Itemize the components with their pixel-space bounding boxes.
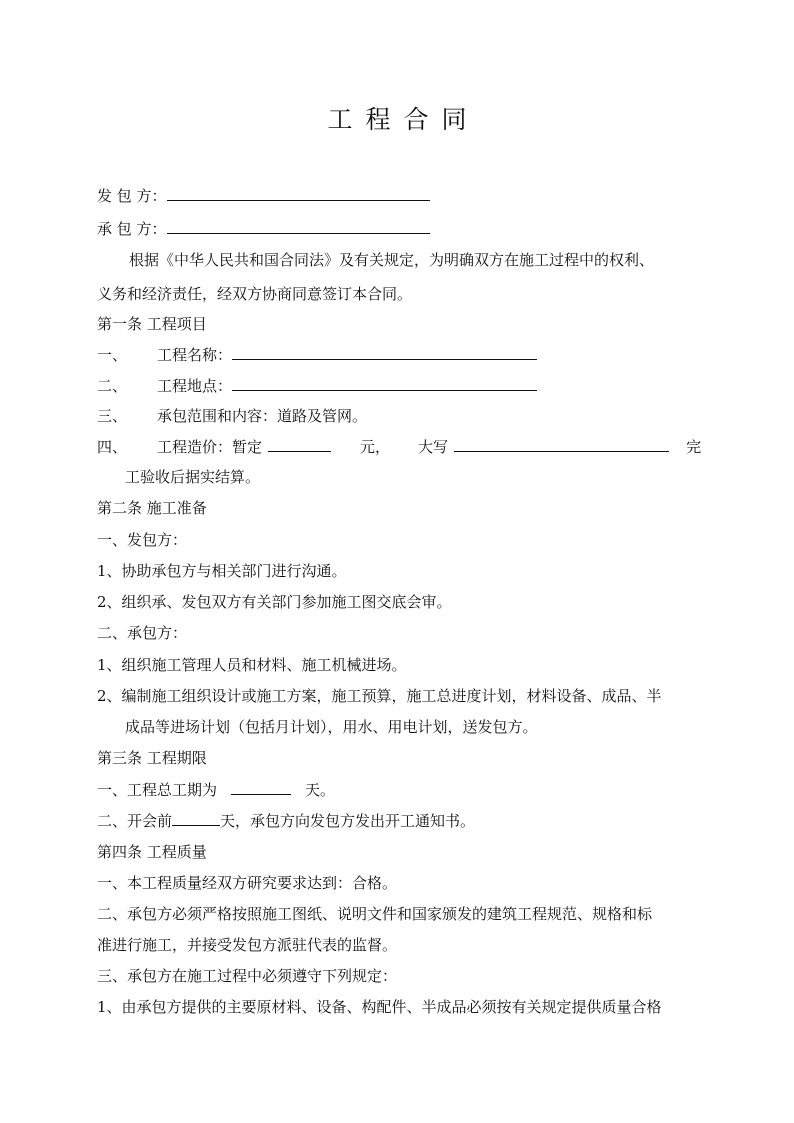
document-title: 工程合同 xyxy=(327,105,480,134)
article-2-party-a-item-2: 2、组织承、发包双方有关部门参加施工图交底会审。 xyxy=(97,593,452,611)
start-days-blank[interactable] xyxy=(172,810,220,826)
article-2-party-a-item-1: 1、协助承包方与相关部门进行沟通。 xyxy=(97,562,347,580)
item-scope xyxy=(97,406,367,426)
intro-paragraph-line-2: 义务和经济责任，经双方协商同意签订本合同。 xyxy=(97,285,413,303)
article-4-item-1: 一、本工程质量经双方研究要求达到：合格。 xyxy=(97,874,398,892)
article-2-party-b-item-2-line-2: 成品等进场计划（包括月计划），用水、用电计划，送发包方。 xyxy=(125,718,538,736)
party-b-line xyxy=(97,218,430,239)
intro-paragraph-line-1: 根据《中华人民共和国合同法》及有关规定，为明确双方在施工过程中的权利、 xyxy=(129,251,655,269)
cost-capital-label: 大写 xyxy=(418,438,449,456)
item-cost-continued: 工验收后据实结算。 xyxy=(125,468,261,486)
cost-tail: 完 xyxy=(686,438,702,456)
item-project-location xyxy=(97,375,537,396)
article-2-party-b-item-2-line-1: 2、编制施工组织设计或施工方案，施工预算，施工总进度计划，材料设备、成品、半 xyxy=(97,687,662,705)
party-a-label: 发 包 方： xyxy=(97,187,167,205)
article-2-party-a: 一、发包方： xyxy=(97,531,188,549)
article-2-heading: 第二条 施工准备 xyxy=(97,499,207,517)
cost-amount-blank[interactable] xyxy=(268,436,331,452)
item-label: 承包范围和内容：道路及管网。 xyxy=(157,407,368,425)
item-label: 工程造价：暂定 xyxy=(157,438,263,456)
item-label: 工程地点： xyxy=(157,377,233,395)
party-b-label: 承 包 方： xyxy=(97,220,167,238)
article-3-item-2: 二、开会前 天，承包方向发包方发出开工通知书。 xyxy=(97,812,476,830)
article-3-heading: 第三条 工程期限 xyxy=(97,749,207,767)
project-location-blank[interactable] xyxy=(232,375,537,391)
total-duration-blank[interactable] xyxy=(231,779,291,795)
project-name-blank[interactable] xyxy=(232,344,537,360)
item-cost xyxy=(97,436,702,457)
party-a-line xyxy=(97,185,430,206)
article-4-item-3: 三、承包方在施工过程中必须遵守下列规定： xyxy=(97,967,398,985)
cost-capital-blank[interactable] xyxy=(454,436,669,452)
item-number: 四、 xyxy=(97,438,128,456)
item-project-name xyxy=(97,344,537,365)
cost-unit: 元， xyxy=(360,438,391,456)
article-4-item-2-line-2: 准进行施工，并接受发包方派驻代表的监督。 xyxy=(97,936,398,954)
item-label: 工程名称： xyxy=(157,346,233,364)
item-number: 一、 xyxy=(97,346,128,364)
article-4-heading: 第四条 工程质量 xyxy=(97,843,207,861)
item-number: 二、 xyxy=(97,377,128,395)
party-b-blank[interactable] xyxy=(167,218,430,234)
party-a-blank[interactable] xyxy=(167,185,430,201)
article-3-item-1: 一、工程总工期为 天。 xyxy=(97,781,336,799)
article-2-party-b: 二、承包方： xyxy=(97,624,188,642)
article-4-item-2-line-1: 二、承包方必须严格按照施工图纸、说明文件和国家颁发的建筑工程规范、规格和标 xyxy=(97,905,653,923)
article-4-item-3-sub-1: 1、由承包方提供的主要原材料、设备、构配件、半成品必须按有关规定提供质量合格 xyxy=(97,998,662,1016)
article-1-heading: 第一条 工程项目 xyxy=(97,315,207,333)
article-2-party-b-item-1: 1、组织施工管理人员和材料、施工机械进场。 xyxy=(97,656,407,674)
item-number: 三、 xyxy=(97,407,128,425)
